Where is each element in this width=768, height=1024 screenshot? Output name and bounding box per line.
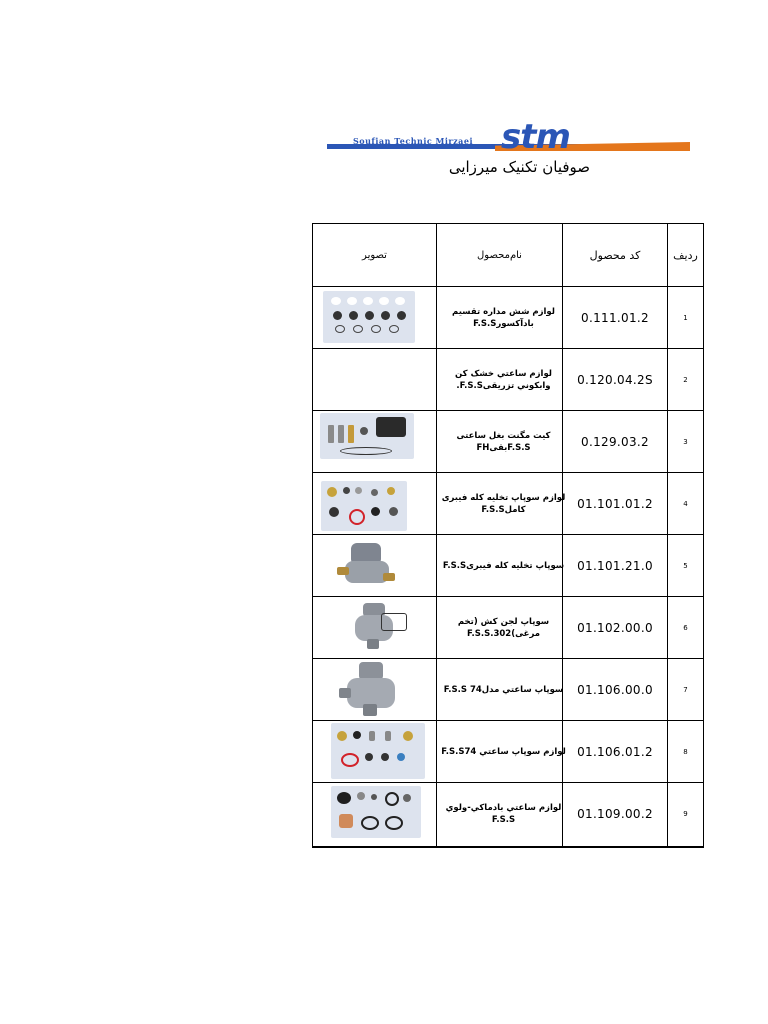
product-code: 01.109.00.2 — [577, 807, 653, 821]
product-name: سوپاپ لجن کش (تخم مرغی)F.S.S.302 — [457, 616, 550, 639]
logo-tagline: Soufian Technic Mirzaei — [353, 136, 473, 146]
company-name: صوفیان تکنیک میرزایی — [448, 158, 590, 176]
table-bottom-rule — [312, 846, 703, 847]
product-code: 01.102.00.0 — [577, 620, 653, 635]
product-code: 0.111.01.2 — [581, 310, 649, 325]
product-photo — [323, 291, 415, 343]
product-code: 01.101.21.0 — [577, 558, 653, 573]
product-code: 0.120.04.2S — [577, 372, 653, 387]
row-index: 8 — [683, 747, 688, 756]
product-photo — [349, 601, 411, 653]
product-code: 0.129.03.2 — [581, 434, 649, 449]
product-photo — [320, 413, 414, 459]
product-name: سوپاپ تخلیه کله فیبریF.S.S — [442, 560, 565, 571]
header-index: ردیف — [673, 248, 698, 262]
product-code: 01.106.01.2 — [577, 744, 653, 759]
product-name: لوازم سوپاپ ساعتي F.S.S74 — [441, 746, 566, 757]
row-index: 6 — [683, 623, 688, 632]
product-photo — [331, 723, 425, 779]
product-table — [312, 223, 704, 848]
row-index: 7 — [683, 685, 688, 694]
product-name: لوازم ساعتي بادماكي-ولوي F.S.S — [445, 803, 562, 825]
product-code: 01.106.00.0 — [577, 682, 653, 697]
product-name: کیت مگنت بغل ساعتی F.S.SبقیFH — [456, 430, 551, 453]
row-index: 4 — [683, 499, 688, 508]
product-code: 01.101.01.2 — [577, 496, 653, 511]
row-index: 9 — [683, 810, 688, 818]
row-index: 1 — [683, 313, 688, 322]
product-photo — [321, 481, 407, 531]
row-index: 5 — [683, 561, 688, 570]
logo-mark: stm — [501, 117, 570, 157]
row-index: 2 — [683, 375, 688, 384]
product-name: لوازم سوپاپ تخلیه کله فیبری کاملF.S.S — [441, 492, 566, 515]
row-index: 3 — [683, 437, 688, 446]
product-name: لوازم ساعتي خشک کن وابکوني تزریقیF.S.S. — [455, 368, 552, 391]
company-logo — [325, 117, 691, 158]
product-photo — [339, 662, 405, 720]
product-name: لوازم شش مداره تقسیم بادآکسورF.S.S — [452, 306, 555, 329]
product-photo — [331, 786, 421, 838]
header-code: کد محصول — [589, 248, 641, 262]
header-name: نام‌محصول — [477, 249, 522, 261]
product-photo — [337, 537, 399, 595]
product-name: سوپاپ ساعتي مدل74 F.S.S — [443, 684, 564, 695]
header-image: تصویر — [362, 249, 387, 261]
